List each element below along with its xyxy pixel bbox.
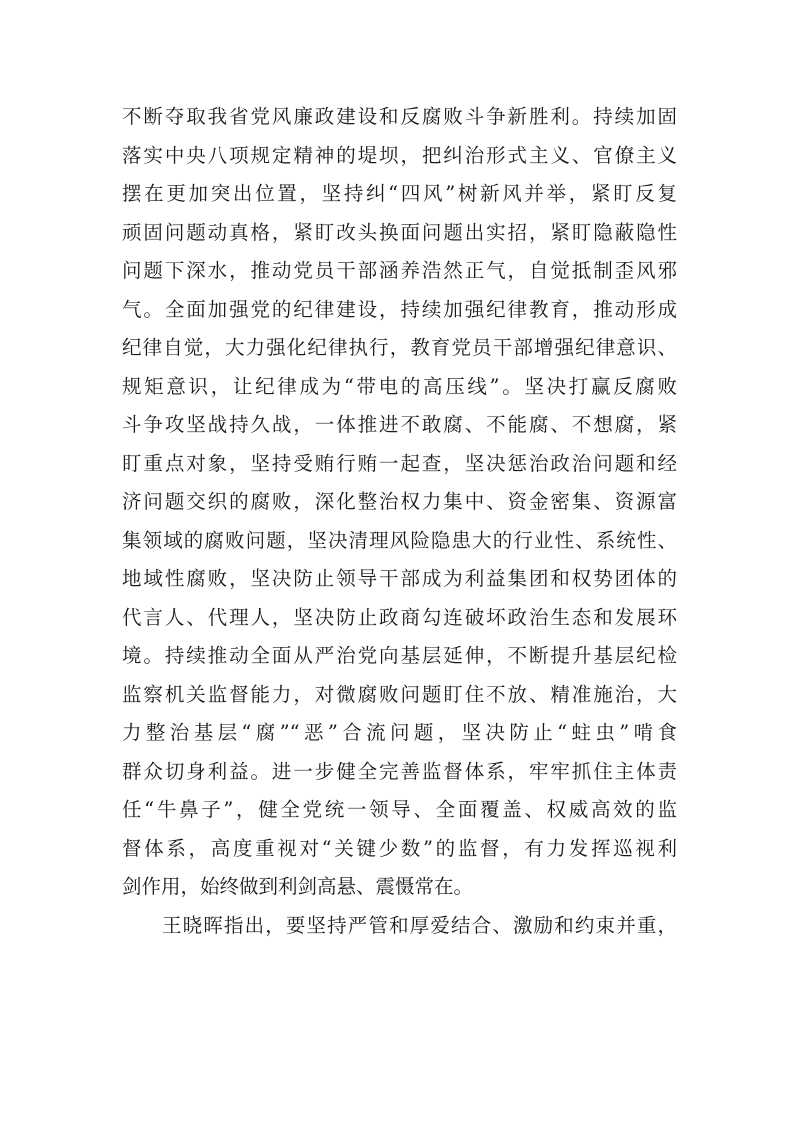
document-body <box>122 98 677 945</box>
text-line: 督体系，高度重视对“关键少数”的监督，有力发挥巡视利 <box>122 836 677 860</box>
text-line: 问题下深水，推动党员干部涵养浩然正气，自觉抵制歪风邪 <box>122 259 677 282</box>
text-line: 济问题交织的腐败，深化整治权力集中、资金密集、资源富 <box>122 490 677 513</box>
text-line: 剑作用，始终做到利剑高悬、震慑常在。 <box>122 875 474 898</box>
text-line: 群众切身利益。进一步健全完善监督体系，牢牢抓住主体责 <box>122 759 677 783</box>
text-line: 地域性腐败，坚决防止领导干部成为利益集团和权势团体的 <box>122 567 677 590</box>
text-line: 落实中央八项规定精神的堤坝，把纠治形式主义、官僚主义 <box>122 143 677 167</box>
text-line: 纪律自觉，大力强化纪律执行，教育党员干部增强纪律意识、 <box>122 336 677 359</box>
text-line: 境。持续推动全面从严治党向基层延伸，不断提升基层纪检 <box>122 644 677 667</box>
text-line: 气。全面加强党的纪律建设，持续加强纪律教育，推动形成 <box>122 297 677 321</box>
text-line: 斗争攻坚战持久战，一体推进不敢腐、不能腐、不想腐，紧 <box>122 413 677 436</box>
text-line: 规矩意识，让纪律成为“带电的高压线”。坚决打赢反腐败 <box>122 374 677 398</box>
text-line: 摆在更加突出位置，坚持纠“四风”树新风并举，紧盯反复 <box>122 182 677 205</box>
text-line: 集领域的腐败问题，坚决清理风险隐患大的行业性、系统性、 <box>122 528 677 552</box>
text-line: 不断夺取我省党风廉政建设和反腐败斗争新胜利。持续加固 <box>122 105 677 128</box>
text-line: 力整治基层“腐”“恶”合流问题，坚决防止“蛀虫”啃食 <box>122 721 677 744</box>
paragraph-1 <box>122 98 677 907</box>
text-line: 代言人、代理人，坚决防止政商勾连破坏政治生态和发展环 <box>122 605 677 629</box>
text-line: 监察机关监督能力，对微腐败问题盯住不放、精准施治，大 <box>122 682 677 706</box>
text-line: 王晓晖指出，要坚持严管和厚爱结合、激励和约束并重， <box>162 913 677 937</box>
text-line: 顽固问题动真格，紧盯改头换面问题出实招，紧盯隐蔽隐性 <box>122 220 677 244</box>
text-line: 盯重点对象，坚持受贿行贿一起查，坚决惩治政治问题和经 <box>122 451 677 475</box>
text-line: 任“牛鼻子”，健全党统一领导、全面覆盖、权威高效的监 <box>122 798 677 821</box>
paragraph-2 <box>122 907 677 946</box>
